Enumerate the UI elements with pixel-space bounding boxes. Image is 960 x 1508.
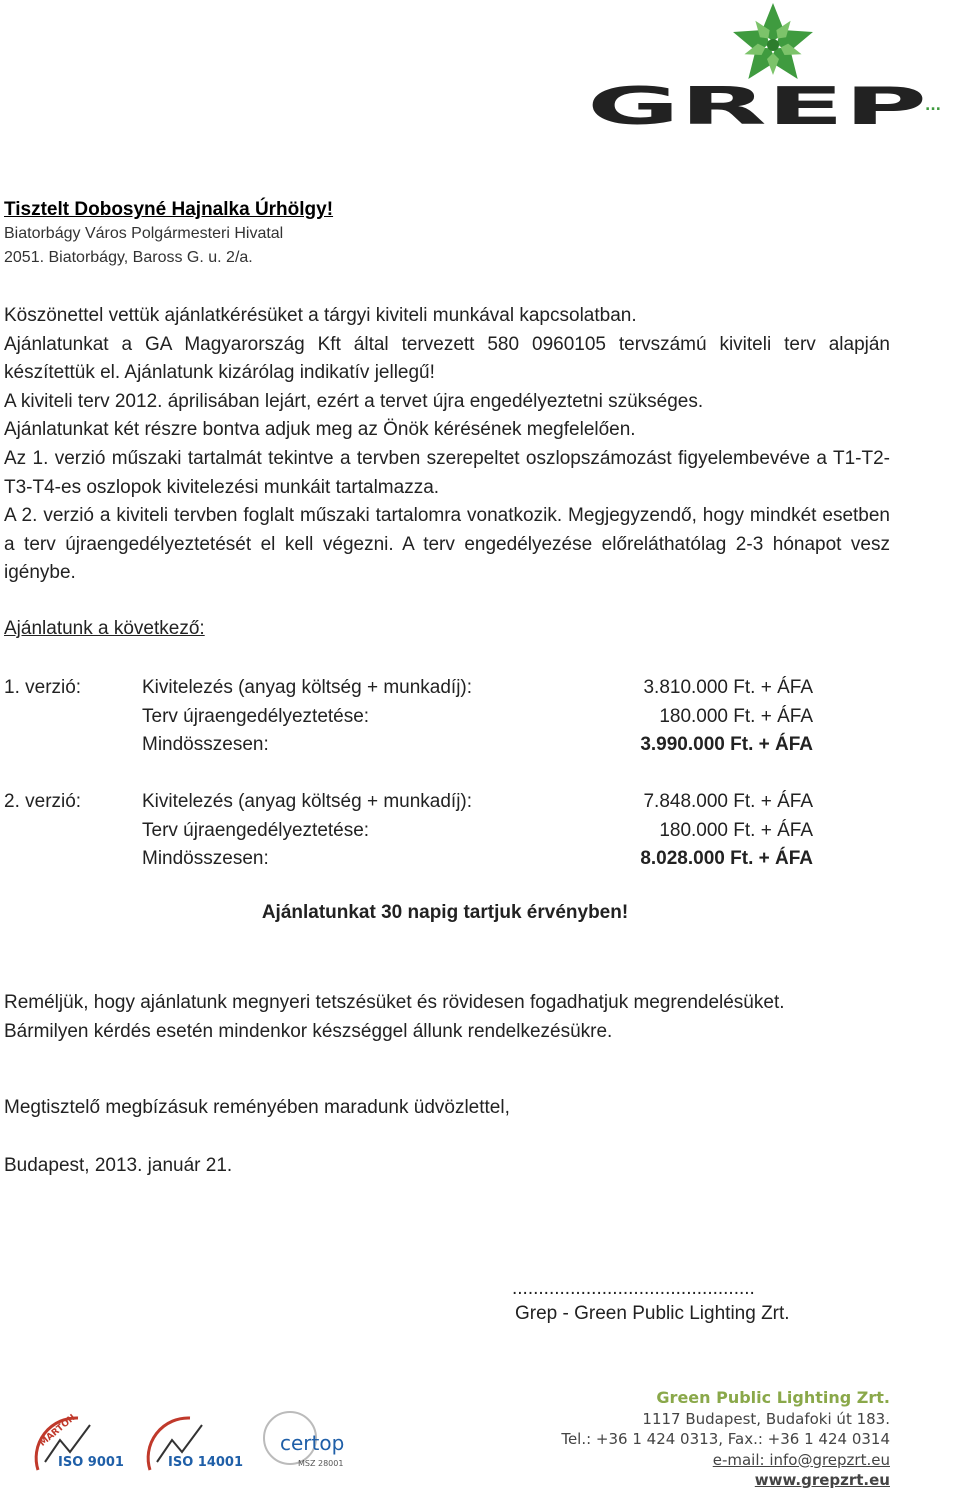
offer-item-amount: 180.000 Ft. + ÁFA (659, 820, 813, 841)
footer-phone: Tel.: +36 1 424 0313, Fax.: +36 1 424 0314 (561, 1430, 890, 1448)
version-label: 2. verzió: (4, 791, 82, 812)
certop-logo (264, 1412, 344, 1468)
footer-email[interactable]: e-mail: info@grepzrt.eu (712, 1450, 890, 1469)
letter-body (4, 302, 890, 588)
iso-9001-logo (36, 1413, 124, 1470)
logo-wordmark: GREP (587, 77, 927, 130)
regards: Megtisztelő megbízásuk reményében maradunk üdvözlettel, (4, 1097, 510, 1118)
version-label: 1. verzió: (4, 677, 82, 698)
closing-block (4, 988, 785, 1046)
footer-company: Green Public Lighting Zrt. (656, 1388, 890, 1407)
body-paragraph: A 2. verzió a kiviteli tervben foglalt műszaki tartalomra vonatkozik. Megjegyzendő, hogy mindkét esetben a terv újraengedélyeztetését el kell végezni. A terv engedélyezése előreláthatólag 2-3 hónapot vesz igénybe. (4, 505, 890, 584)
offer-item-amount: 180.000 Ft. + ÁFA (659, 706, 813, 727)
recipient-address: 2051. Biatorbágy, Baross G. u. 2/a. (4, 249, 253, 266)
green-star-icon (729, 3, 816, 86)
footer-address: 1117 Budapest, Budafoki út 183. (642, 1409, 890, 1428)
greeting: Tisztelt Dobosyné Hajnalka Úrhölgy! (4, 199, 334, 220)
iso-14001-logo (148, 1418, 243, 1470)
grep-logo (585, 0, 960, 130)
validity-note: Ajánlatunkat 30 napig tartjuk érvényben! (261, 902, 629, 923)
offer-item-amount: 3.810.000 Ft. + ÁFA (643, 677, 813, 698)
cert-certop-sub: MSZ 28001 (298, 1459, 344, 1468)
body-paragraph: Az 1. verzió műszaki tartalmát tekintve a tervben szerepeltet oszlopszámozást figyelembevéve a T1-T2-T3-T4-es oszlopok kivitelezési munkáit tartalmazza. (4, 447, 890, 498)
cert-issuer: MARTON (37, 1412, 78, 1449)
offer-item-desc: Terv újraengedélyeztetése: (142, 820, 370, 841)
certification-logos (30, 1400, 370, 1480)
offer-item-desc: Terv újraengedélyeztetése: (142, 706, 370, 727)
offer-heading: Ajánlatunk a következő: (4, 618, 205, 639)
body-paragraph: A kiviteli terv 2012. áprilisában lejárt, ezért a tervet újra engedélyeztetni szükséges. (4, 390, 704, 412)
letter-date: Budapest, 2013. január 21. (4, 1155, 233, 1176)
body-paragraph: Ajánlatunkat két részre bontva adjuk meg az Önök kérésének megfelelően. (4, 419, 636, 441)
recipient-org: Biatorbágy Város Polgármesteri Hivatal (4, 225, 284, 242)
offer-total-amount: 3.990.000 Ft. + ÁFA (640, 734, 813, 755)
body-paragraph: Ajánlatunkat a GA Magyarország Kft által tervezett 580 0960105 tervszámú kiviteli terv alapján készítettük el. Ajánlatunk kizárólag indikatív jellegű! (4, 333, 890, 384)
logo-dots: ... (925, 98, 941, 114)
body-paragraph: Köszönettel vettük ajánlatkérésüket a tárgyi kiviteli munkával kapcsolatban. (4, 305, 637, 326)
footer-contact (555, 1388, 890, 1491)
offer-total-amount: 8.028.000 Ft. + ÁFA (640, 848, 813, 869)
signature-name: Grep - Green Public Lighting Zrt. (515, 1303, 790, 1324)
cert-iso14001: ISO 14001 (168, 1455, 244, 1470)
closing-line: Bármilyen kérdés esetén mindenkor készséggel állunk rendelkezésükre. (4, 1021, 613, 1042)
offer-item-amount: 7.848.000 Ft. + ÁFA (643, 791, 813, 812)
signature-line: .............................................. (512, 1278, 755, 1299)
footer-website[interactable]: www.grepzrt.eu (754, 1471, 890, 1489)
cert-iso9001: ISO 9001 (58, 1455, 124, 1470)
offer-total-label: Mindösszesen: (142, 848, 269, 869)
recipient-block (4, 198, 333, 270)
offer-item-desc: Kivitelezés (anyag költség + munkadíj): (142, 677, 473, 698)
offer-total-label: Mindösszesen: (142, 734, 269, 755)
closing-line: Reméljük, hogy ajánlatunk megnyeri tetszésüket és rövidesen fogadhatjuk megrendelésüket. (4, 992, 785, 1013)
cert-certop: certop (280, 1431, 345, 1455)
offer-item-desc: Kivitelezés (anyag költség + munkadíj): (142, 791, 473, 812)
